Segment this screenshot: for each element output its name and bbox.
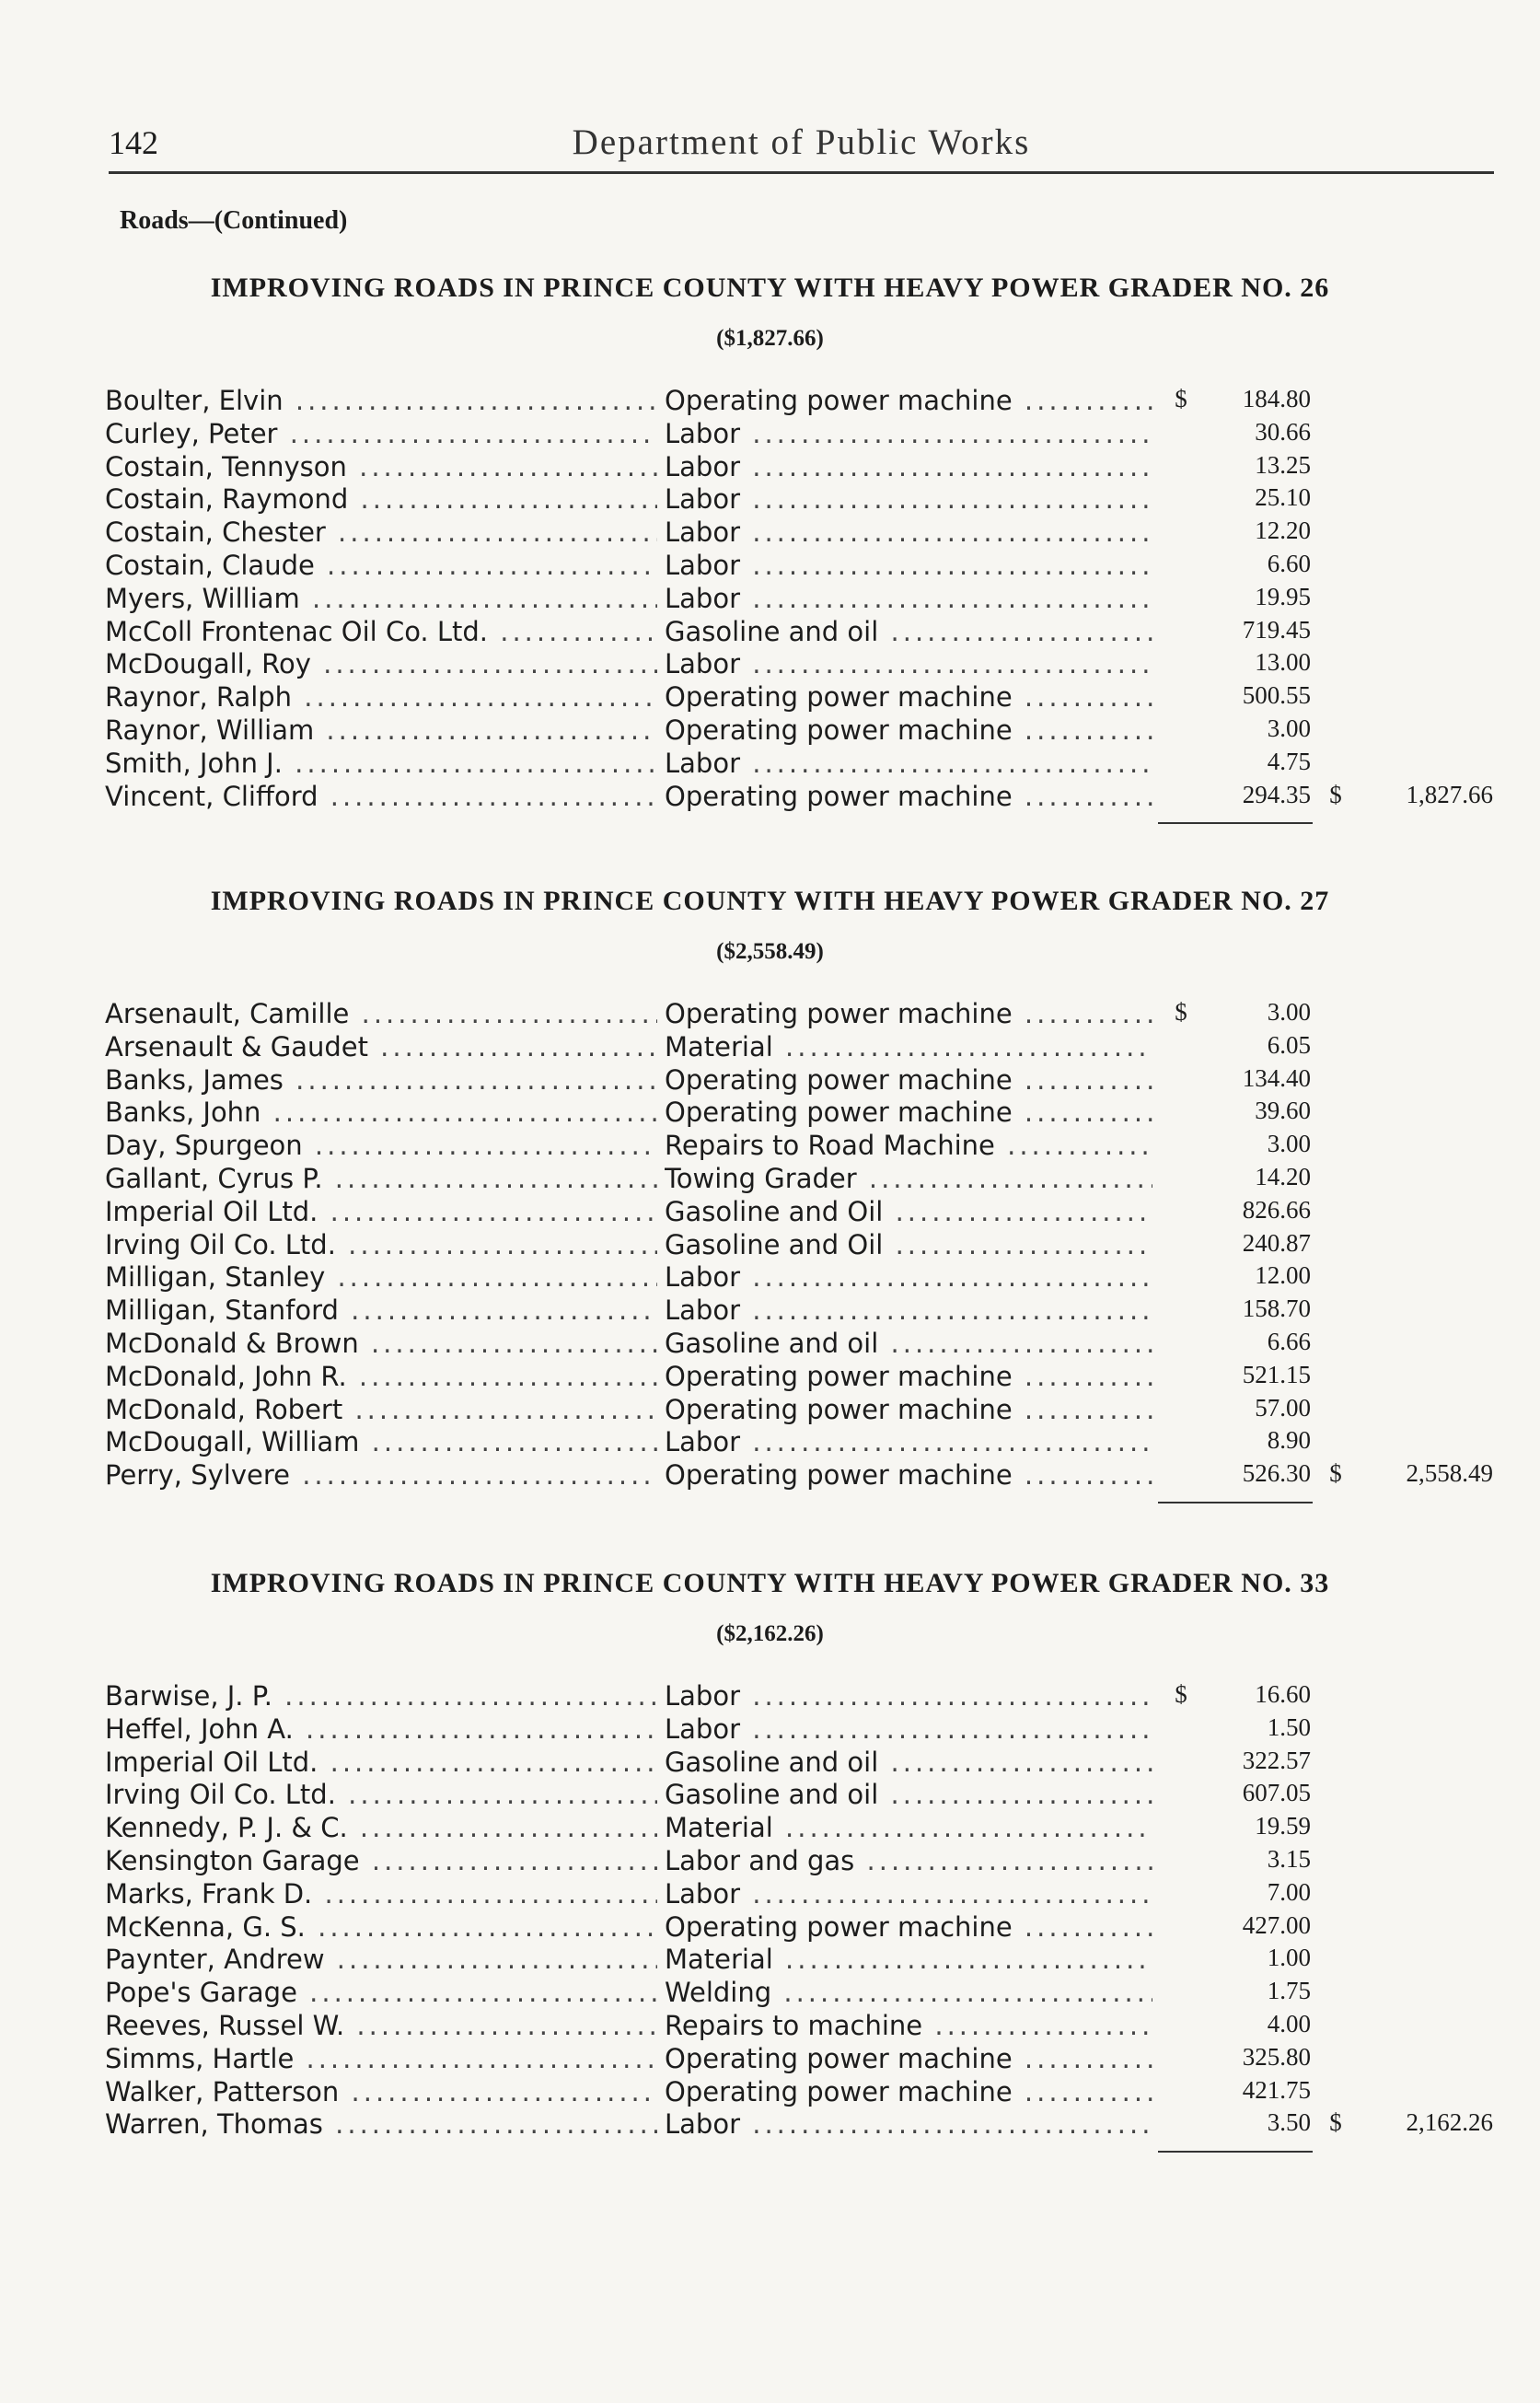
payee-name: McDougall, William ..... [105, 1426, 657, 1457]
amount: 19.95 [1255, 582, 1311, 610]
expense-description: Labor ..... [665, 648, 1152, 679]
total-rule [1158, 822, 1313, 824]
expense-description: Labor ..... [665, 583, 1152, 614]
expense-description: Operating power machine ..... [665, 681, 1152, 713]
entry-row [0, 748, 1540, 781]
page-number: 142 [109, 124, 158, 161]
payee-name: McDonald, John R. ..... [105, 1361, 657, 1392]
amount: 826.66 [1242, 1195, 1311, 1224]
expense-description: Operating power machine ..... [665, 2043, 1152, 2074]
entry-row [0, 1812, 1540, 1845]
amount: 500.55 [1242, 681, 1311, 710]
roads-heading: Roads—(Continued) [120, 206, 348, 235]
amount: 427.00 [1242, 1910, 1311, 1939]
expense-description: Labor ..... [665, 2108, 1152, 2140]
entry-row [0, 2043, 1540, 2076]
expense-description: Labor ..... [665, 1878, 1152, 1910]
payee-name: Heffel, John A. ..... [105, 1713, 657, 1745]
header-title: Department of Public Works [572, 122, 1031, 162]
payee-name: McKenna, G. S. ..... [105, 1911, 657, 1943]
expense-description: Gasoline and oil ..... [665, 1747, 1152, 1778]
payee-name: Perry, Sylvere ..... [105, 1459, 657, 1491]
amount: 16.60 [1255, 1680, 1311, 1708]
amount: 294.35 [1242, 780, 1311, 808]
payee-name: McDonald & Brown ..... [105, 1328, 657, 1359]
expense-description: Material ..... [665, 1944, 1152, 1975]
payee-name: Irving Oil Co. Ltd. ..... [105, 1779, 657, 1810]
payee-name: Day, Spurgeon ..... [105, 1130, 657, 1161]
amount: 6.05 [1267, 1030, 1311, 1059]
expense-description: Labor ..... [665, 418, 1152, 449]
expense-description: Operating power machine ..... [665, 2076, 1152, 2107]
amount: 1.00 [1267, 1944, 1311, 1972]
amount: 57.00 [1255, 1393, 1311, 1422]
entry-row [0, 583, 1540, 616]
amount: 526.30 [1242, 1459, 1311, 1488]
amount: 30.66 [1255, 417, 1311, 446]
entry-row [0, 1977, 1540, 2010]
expense-description: Labor ..... [665, 483, 1152, 515]
payee-name: Costain, Claude ..... [105, 550, 657, 581]
payee-name: Costain, Raymond ..... [105, 483, 657, 515]
amount: 4.75 [1267, 747, 1311, 775]
section-total-label: ($1,827.66) [716, 326, 824, 351]
expense-description: Gasoline and oil ..... [665, 1779, 1152, 1810]
dollar-sign: $ [1175, 998, 1187, 1026]
amount: 25.10 [1255, 483, 1311, 512]
section-total-label: ($2,558.49) [716, 939, 824, 964]
entry-row [0, 1361, 1540, 1394]
payee-name: Kennedy, P. J. & C. ..... [105, 1812, 657, 1843]
entry-row [0, 418, 1540, 451]
entry-row [0, 1097, 1540, 1130]
amount: 6.66 [1267, 1328, 1311, 1355]
expense-description: Gasoline and Oil ..... [665, 1229, 1152, 1260]
dollar-sign: $ [1175, 385, 1187, 412]
expense-description: Operating power machine ..... [665, 998, 1152, 1029]
amount: 3.00 [1267, 998, 1311, 1026]
payee-name: Banks, John ..... [105, 1097, 657, 1128]
entry-row [0, 681, 1540, 714]
expense-description: Labor ..... [665, 1294, 1152, 1326]
amount: 3.00 [1267, 714, 1311, 742]
section-total-label: ($2,162.26) [716, 1621, 824, 1646]
expense-description: Towing Grader ..... [665, 1163, 1152, 1194]
payee-name: Reeves, Russel W. ..... [105, 2010, 657, 2041]
expense-description: Labor ..... [665, 748, 1152, 779]
entry-row [0, 1130, 1540, 1163]
payee-name: Pope's Garage ..... [105, 1977, 657, 2008]
payee-name: Imperial Oil Ltd. ..... [105, 1747, 657, 1778]
entry-row [0, 1294, 1540, 1328]
entry-row [0, 648, 1540, 681]
amount: 184.80 [1242, 385, 1311, 412]
entry-row [0, 1229, 1540, 1262]
amount: 8.90 [1267, 1426, 1311, 1455]
entry-row [0, 1779, 1540, 1812]
expense-description: Labor and gas ..... [665, 1845, 1152, 1876]
amount: 14.20 [1255, 1163, 1311, 1190]
amount: 158.70 [1242, 1294, 1311, 1323]
payee-name: Curley, Peter ..... [105, 418, 657, 449]
total-rule [1158, 2151, 1313, 2153]
expense-description: Labor ..... [665, 550, 1152, 581]
payee-name: McDonald, Robert ..... [105, 1394, 657, 1425]
amount: 1.50 [1267, 1712, 1311, 1741]
section-title: IMPROVING ROADS IN PRINCE COUNTY WITH HEAVY POWER GRADER NO. 27 [210, 886, 1330, 916]
amount: 3.50 [1267, 2108, 1311, 2137]
entry-row [0, 1459, 1540, 1492]
expense-description: Operating power machine ..... [665, 1911, 1152, 1943]
expense-description: Operating power machine ..... [665, 1064, 1152, 1096]
expense-description: Operating power machine ..... [665, 1394, 1152, 1425]
payee-name: Vincent, Clifford ..... [105, 781, 657, 812]
entry-row [0, 1426, 1540, 1459]
entry-row [0, 1911, 1540, 1944]
expense-description: Operating power machine ..... [665, 781, 1152, 812]
expense-description: Gasoline and Oil ..... [665, 1196, 1152, 1227]
payee-name: Gallant, Cyrus P. ..... [105, 1163, 657, 1194]
amount: 12.20 [1255, 517, 1311, 545]
payee-name: Kensington Garage ..... [105, 1845, 657, 1876]
entry-row [0, 2076, 1540, 2109]
amount: 421.75 [1242, 2075, 1311, 2104]
expense-description: Labor ..... [665, 451, 1152, 482]
total-dollar-sign: $ [1329, 2108, 1342, 2137]
payee-name: Raynor, William ..... [105, 714, 657, 746]
dollar-sign: $ [1175, 1680, 1187, 1708]
payee-name: Arsenault & Gaudet ..... [105, 1031, 657, 1062]
payee-name: Barwise, J. P. ..... [105, 1680, 657, 1712]
payee-name: Arsenault, Camille ..... [105, 998, 657, 1029]
payee-name: Costain, Chester ..... [105, 517, 657, 548]
section-grand-total: 2,162.26 [1406, 2108, 1493, 2137]
entry-row [0, 1944, 1540, 1977]
total-dollar-sign: $ [1329, 780, 1342, 808]
entry-row [0, 1394, 1540, 1427]
amount: 4.00 [1267, 2010, 1311, 2037]
entry-row [0, 550, 1540, 583]
entry-row [0, 1196, 1540, 1229]
amount: 13.25 [1255, 450, 1311, 479]
entry-row [0, 1031, 1540, 1064]
entry-row [0, 1064, 1540, 1097]
payee-name: McDougall, Roy ..... [105, 648, 657, 679]
entry-row [0, 1261, 1540, 1294]
payee-name: Smith, John J. ..... [105, 748, 657, 779]
amount: 19.59 [1255, 1812, 1311, 1840]
expense-description: Gasoline and oil ..... [665, 1328, 1152, 1359]
entry-row [0, 451, 1540, 484]
amount: 39.60 [1255, 1097, 1311, 1125]
expense-description: Labor ..... [665, 1680, 1152, 1712]
total-dollar-sign: $ [1329, 1459, 1342, 1488]
amount: 13.00 [1255, 648, 1311, 677]
amount: 12.00 [1255, 1261, 1311, 1290]
entry-row [0, 1713, 1540, 1747]
payee-name: Paynter, Andrew ..... [105, 1944, 657, 1975]
entry-row [0, 714, 1540, 748]
section-title: IMPROVING ROADS IN PRINCE COUNTY WITH HEAVY POWER GRADER NO. 33 [210, 1568, 1330, 1598]
expense-description: Operating power machine ..... [665, 385, 1152, 416]
running-header [109, 116, 1494, 174]
payee-name: Boulter, Elvin ..... [105, 385, 657, 416]
entry-row [0, 1163, 1540, 1196]
payee-name: Imperial Oil Ltd. ..... [105, 1196, 657, 1227]
expense-description: Operating power machine ..... [665, 714, 1152, 746]
amount: 240.87 [1242, 1228, 1311, 1257]
expense-description: Labor ..... [665, 1713, 1152, 1745]
expense-description: Labor ..... [665, 1426, 1152, 1457]
payee-name: McColl Frontenac Oil Co. Ltd. ..... [105, 616, 657, 647]
payee-name: Marks, Frank D. ..... [105, 1878, 657, 1910]
amount: 7.00 [1267, 1877, 1311, 1906]
expense-description: Repairs to Road Machine ..... [665, 1130, 1152, 1161]
payee-name: Irving Oil Co. Ltd. ..... [105, 1229, 657, 1260]
amount: 322.57 [1242, 1746, 1311, 1774]
expense-description: Operating power machine ..... [665, 1361, 1152, 1392]
entry-row [0, 385, 1540, 418]
section-title: IMPROVING ROADS IN PRINCE COUNTY WITH HEAVY POWER GRADER NO. 26 [210, 273, 1330, 303]
amount: 521.15 [1242, 1360, 1311, 1388]
expense-description: Welding ..... [665, 1977, 1152, 2008]
payee-name: Banks, James ..... [105, 1064, 657, 1096]
entry-row [0, 1747, 1540, 1780]
payee-name: Warren, Thomas ..... [105, 2108, 657, 2140]
amount: 6.60 [1267, 550, 1311, 577]
payee-name: Raynor, Ralph ..... [105, 681, 657, 713]
expense-description: Gasoline and oil ..... [665, 616, 1152, 647]
expense-description: Labor ..... [665, 1261, 1152, 1293]
payee-name: Simms, Hartle ..... [105, 2043, 657, 2074]
payee-name: Milligan, Stanford ..... [105, 1294, 657, 1326]
section-grand-total: 1,827.66 [1406, 780, 1493, 808]
entry-row [0, 998, 1540, 1031]
expense-description: Labor ..... [665, 517, 1152, 548]
entry-row [0, 2010, 1540, 2043]
total-rule [1158, 1502, 1313, 1503]
expense-description: Material ..... [665, 1812, 1152, 1843]
expense-description: Repairs to machine ..... [665, 2010, 1152, 2041]
entry-row [0, 1845, 1540, 1878]
entry-row [0, 781, 1540, 814]
expense-description: Operating power machine ..... [665, 1459, 1152, 1491]
payee-name: Milligan, Stanley ..... [105, 1261, 657, 1293]
payee-name: Costain, Tennyson ..... [105, 451, 657, 482]
entry-row [0, 483, 1540, 517]
entry-row [0, 616, 1540, 649]
payee-name: Walker, Patterson ..... [105, 2076, 657, 2107]
entry-row [0, 517, 1540, 550]
amount: 1.75 [1267, 1977, 1311, 2005]
entry-row [0, 1680, 1540, 1713]
expense-description: Material ..... [665, 1031, 1152, 1062]
amount: 134.40 [1242, 1063, 1311, 1092]
entry-row [0, 1328, 1540, 1361]
entry-row [0, 1878, 1540, 1911]
entry-row [0, 2108, 1540, 2142]
amount: 607.05 [1242, 1779, 1311, 1807]
amount: 3.00 [1267, 1130, 1311, 1158]
amount: 3.15 [1267, 1845, 1311, 1873]
payee-name: Myers, William ..... [105, 583, 657, 614]
amount: 719.45 [1242, 615, 1311, 644]
expense-description: Operating power machine ..... [665, 1097, 1152, 1128]
amount: 325.80 [1242, 2042, 1311, 2071]
section-grand-total: 2,558.49 [1406, 1459, 1493, 1488]
